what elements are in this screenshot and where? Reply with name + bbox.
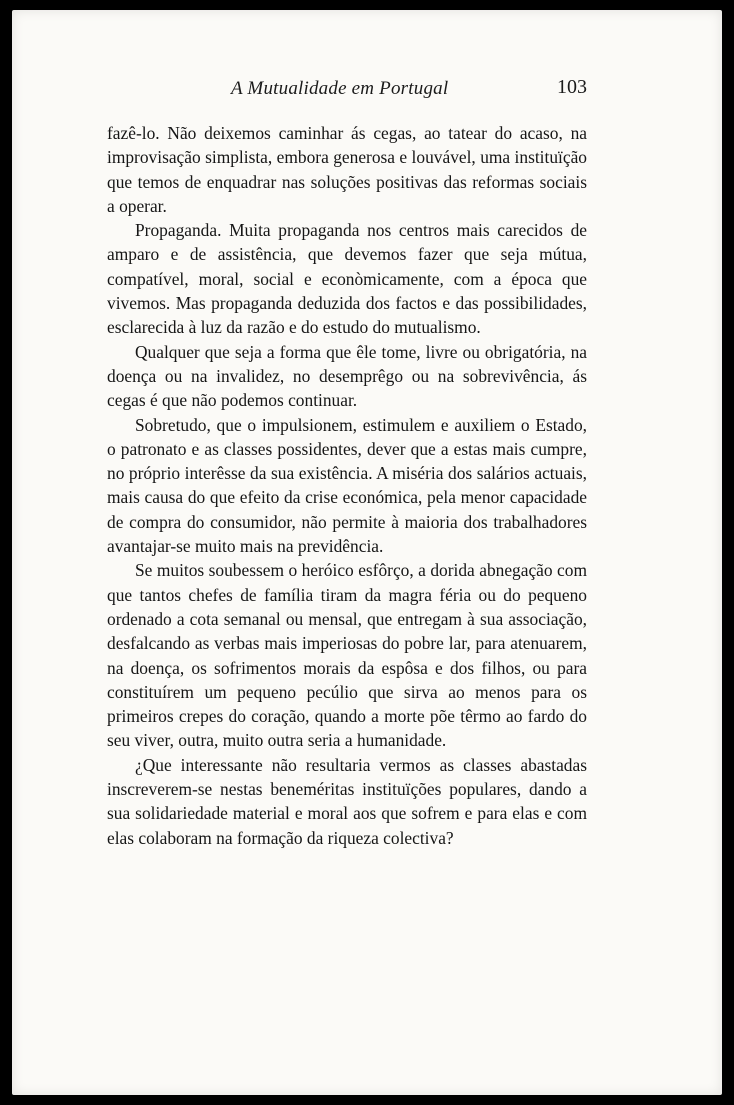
paragraph: Qualquer que seja a forma que êle tome, livre ou obrigatória, na doença ou na invalidez, no desemprêgo ou na sobrevivência, ás cegas é que não podemos continuar. xyxy=(107,341,587,411)
paragraph: Sobretudo, que o impulsionem, estimulem e auxiliem o Estado, o patronato e as classes possidentes, dever que a estas mais cumpre, no próprio interêsse da sua existência. A miséria dos salários actuais, mais causa do que efeito da crise económica, pela menor capacidade de compra do consumidor, não permite à maioria dos trabalhadores avantajar-se muito mais na previdência. xyxy=(107,414,587,557)
paragraph: fazê-lo. Não deixemos caminhar ás cegas, ao tatear do acaso, na improvisação simplista, embora generosa e louvável, uma instituïção que temos de enquadrar nas soluções positivas das reformas sociais a operar. xyxy=(107,123,587,216)
paragraph: Se muitos soubessem o heróico esfôrço, a dorida abnegação com que tantos chefes de família tiram da magra féria ou do pequeno ordenado a cota semanal ou mensal, que entregam à sua associação, desfalcando as verbas mais imperiosas do pobre lar, para atenuarem, na doença, os sofrimentos morais da espôsa e dos filhos, ou para constituírem um pequeno pecúlio que sirva ao menos para os primeiros crepes do coração, quando a morte põe têrmo ao fardo do seu viver, outra, muito outra seria a humanidade. xyxy=(107,560,587,751)
page-number: 103 xyxy=(557,76,587,98)
body-text xyxy=(107,121,587,850)
paragraph: ¿Que interessante não resultaria vermos as classes abastadas inscreverem-se nestas beneméritas instituïções populares, dando a sua solidariedade material e moral aos que sofrem e para elas e com elas colaboram na formação da riqueza colectiva? xyxy=(107,754,587,848)
running-title: A Mutualidade em Portugal xyxy=(231,78,449,99)
page-header xyxy=(0,0,734,120)
paragraph: Propaganda. Muita propaganda nos centros mais carecidos de amparo e de assistência, que devemos fazer que seja mútua, compatível, moral, social e econòmicamente, com a época que vivemos. Mas propaganda deduzida dos factos e das possibilidades, esclarecida à luz da razão e do estudo do mutualismo. xyxy=(107,220,587,338)
